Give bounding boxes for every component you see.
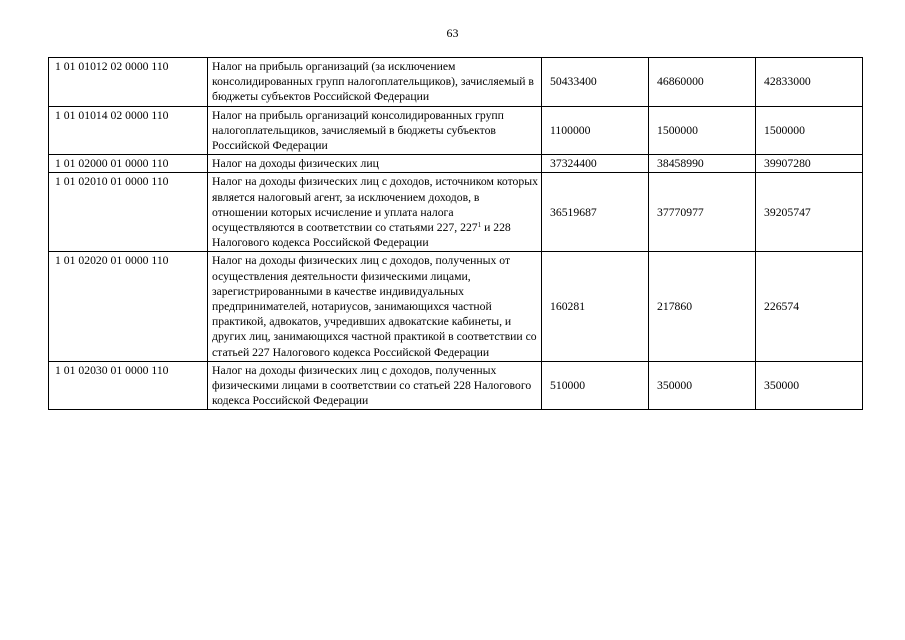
amount-year-3-cell: 350000 xyxy=(756,361,863,410)
amount-year-1-cell: 37324400 xyxy=(542,155,649,173)
article-superscript: 1 xyxy=(477,221,482,230)
amount-year-3-cell: 42833000 xyxy=(756,58,863,107)
amount-year-2-cell: 350000 xyxy=(649,361,756,410)
amount-year-3-cell: 39205747 xyxy=(756,173,863,252)
budget-revenue-table xyxy=(48,57,863,410)
amount-year-3-cell: 39907280 xyxy=(756,155,863,173)
table-row xyxy=(49,361,863,410)
amount-year-1-cell: 1100000 xyxy=(542,106,649,155)
amount-year-3-cell: 226574 xyxy=(756,252,863,361)
amount-year-2-cell: 46860000 xyxy=(649,58,756,107)
revenue-name-cell: Налог на доходы физических лиц xyxy=(208,155,542,173)
amount-year-1-cell: 510000 xyxy=(542,361,649,410)
revenue-name-text-tail: и 228 Налогового кодекса Российской Федерации xyxy=(212,221,511,250)
revenue-code-cell: 1 01 01014 02 0000 110 xyxy=(49,106,208,155)
amount-year-2-cell: 217860 xyxy=(649,252,756,361)
table-row xyxy=(49,155,863,173)
revenue-name-cell: Налог на доходы физических лиц с доходов, полученных физическими лицами в соответствии со статьей 228 Налогового кодекса Российской Федерации xyxy=(208,361,542,410)
table-row xyxy=(49,58,863,107)
revenue-name-cell: Налог на доходы физических лиц с доходов, полученных от осуществления деятельности физическими лицами, зарегистрированными в качестве индивидуальных предпринимателей, нотариусов, занимающихся частной практикой, адвокатов, учредивших адвокатские кабинеты, и других лиц, занимающихся частной практикой в соответствии со статьей 227 Налогового кодекса Российской Федерации xyxy=(208,252,542,361)
amount-year-1-cell: 160281 xyxy=(542,252,649,361)
revenue-code-cell: 1 01 02000 01 0000 110 xyxy=(49,155,208,173)
revenue-code-cell: 1 01 02020 01 0000 110 xyxy=(49,252,208,361)
amount-year-1-cell: 50433400 xyxy=(542,58,649,107)
revenue-code-cell: 1 01 02010 01 0000 110 xyxy=(49,173,208,252)
revenue-name-cell: Налог на прибыль организаций (за исключением консолидированных групп налогоплательщиков), зачисляемый в бюджеты субъектов Российской Федерации xyxy=(208,58,542,107)
table-row xyxy=(49,106,863,155)
revenue-name-text: Налог на доходы физических лиц с доходов, источником которых является налоговый агент, за исключением доходов, в отношении которых исчисление и уплата налога осуществляются в соответствии со статьями 227, 227 xyxy=(212,175,538,235)
revenue-code-cell: 1 01 01012 02 0000 110 xyxy=(49,58,208,107)
revenue-name-cell: Налог на прибыль организаций консолидированных групп налогоплательщиков, зачисляемый в бюджеты субъектов Российской Федерации xyxy=(208,106,542,155)
amount-year-3-cell: 1500000 xyxy=(756,106,863,155)
table-row xyxy=(49,252,863,361)
revenue-name-cell xyxy=(208,173,542,252)
amount-year-2-cell: 1500000 xyxy=(649,106,756,155)
amount-year-1-cell: 36519687 xyxy=(542,173,649,252)
page-number: 63 xyxy=(446,26,459,40)
amount-year-2-cell: 38458990 xyxy=(649,155,756,173)
table-row xyxy=(49,173,863,252)
amount-year-2-cell: 37770977 xyxy=(649,173,756,252)
revenue-code-cell: 1 01 02030 01 0000 110 xyxy=(49,361,208,410)
